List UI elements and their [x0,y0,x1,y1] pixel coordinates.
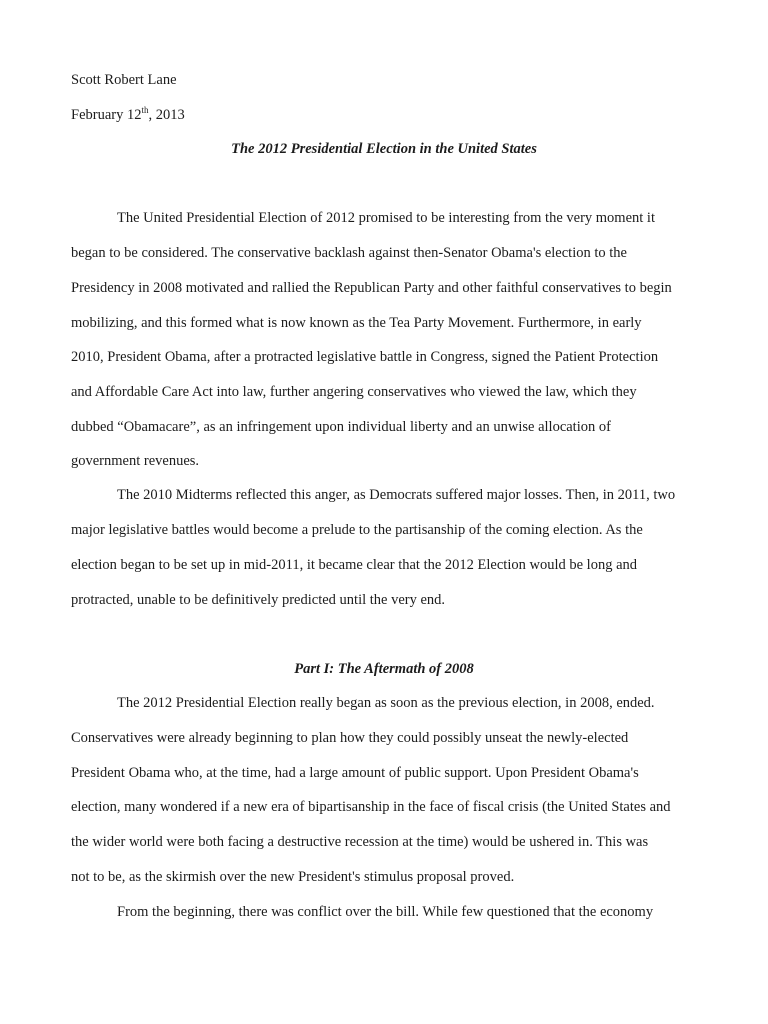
body-line: not to be, as the skirmish over the new President's stimulus proposal proved. [71,869,515,885]
body-line: Presidency in 2008 motivated and rallied the Republican Party and other faithful conservatives to begin [71,280,672,296]
body-line: protracted, unable to be definitively predicted until the very end. [71,592,446,608]
body-line: election, many wondered if a new era of bipartisanship in the face of fiscal crisis (the United States and [71,799,671,815]
document-title: The 2012 Presidential Election in the United States [231,141,537,157]
body-line: The 2012 Presidential Election really began as soon as the previous election, in 2008, ended. [117,695,655,711]
date-month-day: February 12 [71,107,142,123]
body-line: major legislative battles would become a prelude to the partisanship of the coming election. As the [71,522,643,538]
body-line: 2010, President Obama, after a protracted legislative battle in Congress, signed the Patient Protection [71,349,659,365]
body-line: From the beginning, there was conflict over the bill. While few questioned that the economy [117,904,654,920]
section-heading: Part I: The Aftermath of 2008 [294,661,474,677]
body-line: President Obama who, at the time, had a large amount of public support. Upon President Obama's [71,765,639,781]
date-year: , 2013 [148,107,185,123]
body-line: Conservatives were already beginning to plan how they could possibly unseat the newly-elected [71,730,629,746]
body-line: election began to be set up in mid-2011, it became clear that the 2012 Election would be long and [71,557,638,573]
body-line: began to be considered. The conservative backlash against then-Senator Obama's election to the [71,245,627,261]
body-line: government revenues. [71,453,200,469]
body-line: and Affordable Care Act into law, further angering conservatives who viewed the law, which they [71,384,637,400]
body-line: the wider world were both facing a destructive recession at the time) would be ushered in. This was [71,834,649,850]
body-line: mobilizing, and this formed what is now known as the Tea Party Movement. Furthermore, in early [71,315,642,331]
body-line: dubbed “Obamacare”, as an infringement upon individual liberty and an unwise allocation of [71,419,611,435]
body-line: The United Presidential Election of 2012 promised to be interesting from the very moment it [117,210,655,226]
document-date [71,106,701,124]
date-ordinal-suffix: th [141,105,149,116]
author-name: Scott Robert Lane [71,72,177,88]
body-line: The 2010 Midterms reflected this anger, as Democrats suffered major losses. Then, in 2011, two [117,487,676,503]
